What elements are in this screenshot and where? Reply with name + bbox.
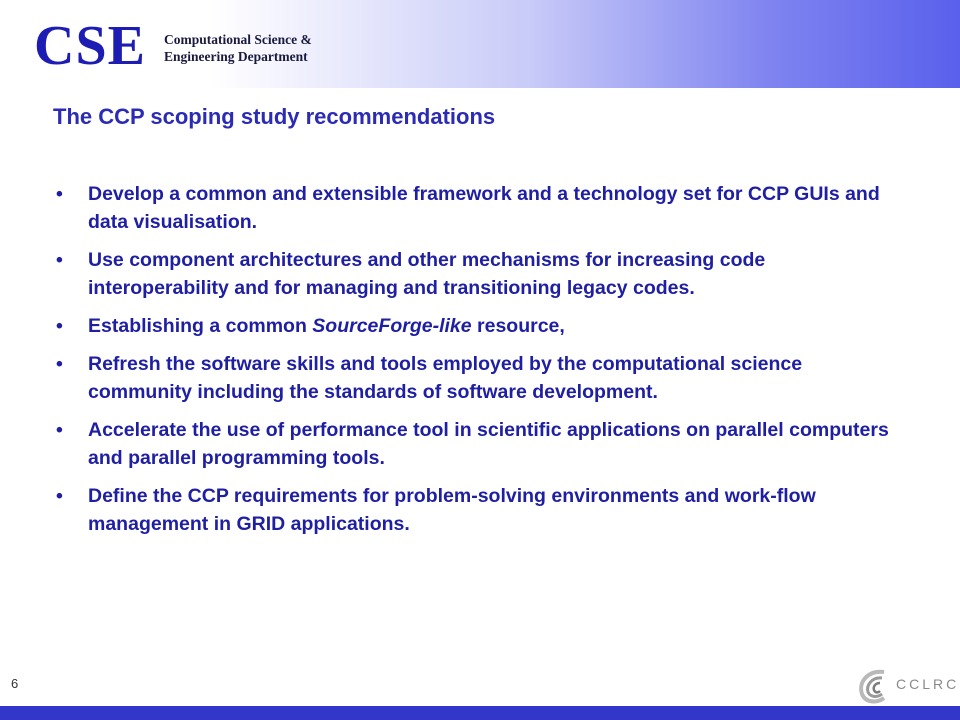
list-item-text: Refresh the software skills and tools employed by the computational science community including the standards of software development. — [88, 353, 803, 403]
department-line-2: Engineering Department — [164, 49, 308, 64]
bottom-bar — [0, 706, 960, 720]
list-item — [52, 246, 902, 302]
list-item — [52, 312, 902, 340]
list-item-text: Develop a common and extensible framework and a technology set for CCP GUIs and data visualisation. — [88, 183, 880, 233]
cclrc-swirl-icon — [854, 666, 894, 706]
cclrc-wordmark: CCLRC — [896, 676, 960, 692]
list-item — [52, 416, 902, 472]
department-line-1: Computational Science & — [164, 32, 312, 47]
list-item-text: Define the CCP requirements for problem-solving environments and work-flow management in GRID applications. — [88, 485, 816, 535]
list-item-text: Use component architectures and other mechanisms for increasing code interoperability and for managing and transitioning legacy codes. — [88, 249, 766, 299]
list-item — [52, 482, 902, 538]
list-item — [52, 350, 902, 406]
bullet-icon: • — [56, 183, 63, 205]
slide-title: The CCP scoping study recommendations — [53, 104, 496, 129]
bullet-icon: • — [56, 485, 63, 507]
list-item-text-italic: SourceForge-like — [312, 315, 472, 337]
cse-logo: CSE — [34, 15, 146, 77]
bullet-icon: • — [56, 419, 63, 441]
cclrc-logo — [854, 666, 960, 706]
bullet-icon: • — [56, 249, 63, 271]
list-item-text-after: resource, — [471, 315, 565, 337]
bullet-icon: • — [56, 353, 63, 375]
bullet-icon: • — [56, 315, 63, 337]
list-item-text-before: Establishing a common — [88, 315, 313, 337]
recommendation-list — [52, 180, 902, 548]
department-name — [164, 31, 312, 65]
page-number: 6 — [11, 676, 19, 691]
list-item-text: Accelerate the use of performance tool in scientific applications on parallel computers and parallel programming tools. — [88, 419, 889, 469]
list-item — [52, 180, 902, 236]
